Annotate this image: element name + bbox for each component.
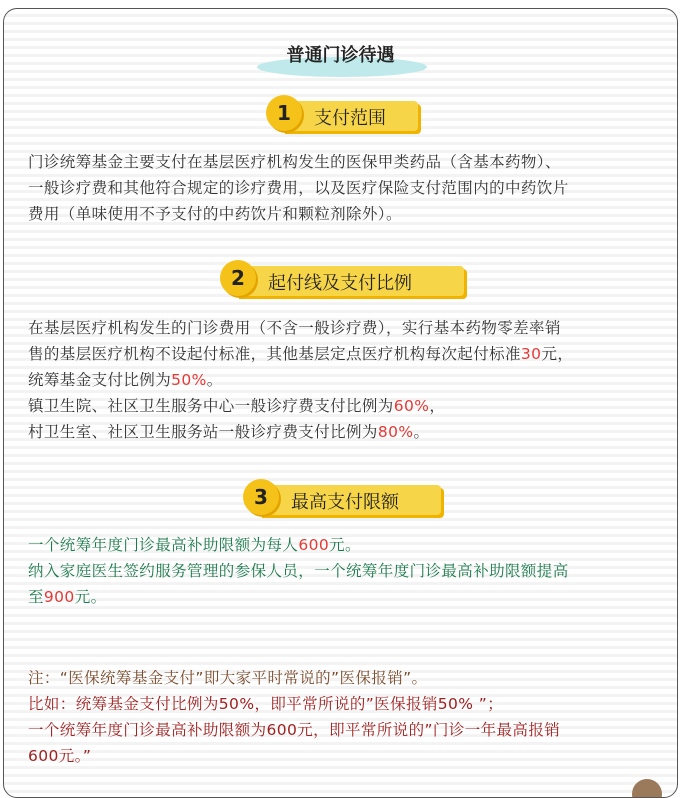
ratio-value: 50% xyxy=(171,371,207,389)
benefit-card xyxy=(3,8,678,798)
limit-value: 900 xyxy=(43,588,75,606)
note-line: 注：“医保统筹基金支付”即大家平时常说的”医保报销”。 xyxy=(28,669,428,687)
text-line: 费用（单味使用不予支付的中药饮片和颗粒剂除外）。 xyxy=(28,205,402,223)
section-3-text xyxy=(28,532,668,610)
ratio-value: 80% xyxy=(377,423,414,441)
text-line: 一般诊疗费和其他符合规定的诊疗费用，以及医疗保险支付范围内的中药饮片 xyxy=(28,179,569,197)
text-line: 一个统筹年度门诊最高补助限额为每人600元。 xyxy=(28,536,361,554)
text-line: 镇卫生院、社区卫生服务中心一般诊疗费支付比例为60%， xyxy=(28,397,446,415)
text-line: 村卫生室、社区卫生服务站一般诊疗费支付比例为80%。 xyxy=(28,423,430,441)
cartoon-figure-icon xyxy=(632,779,662,798)
title-area xyxy=(4,31,677,75)
note-line: 600元。” xyxy=(28,747,92,765)
text-line: 售的基层医疗机构不设起付标准，其他基层定点医疗机构每次起付标准30元， xyxy=(28,345,574,363)
note-block xyxy=(28,665,668,769)
section-number-badge: 1 xyxy=(266,95,302,131)
threshold-value: 30 xyxy=(520,345,542,363)
text-line: 纳入家庭医生签约服务管理的参保人员，一个统筹年度门诊最高补助限额提高 xyxy=(28,562,569,580)
section-1-text xyxy=(28,149,668,227)
text-line: 门诊统筹基金主要支付在基层医疗机构发生的医保甲类药品（含基本药物）、 xyxy=(28,153,561,171)
section-number-badge: 3 xyxy=(243,479,279,515)
note-line: 一个统筹年度门诊最高补助限额为600元，即平常所说的”门诊一年最高报销 xyxy=(28,721,561,739)
section-2-header xyxy=(220,260,470,300)
section-1-header xyxy=(266,95,426,135)
text-line: 至900元。 xyxy=(28,588,107,606)
limit-value: 600 xyxy=(298,536,330,554)
section-title: 支付范围 xyxy=(314,108,386,129)
text-line: 在基层医疗机构发生的门诊费用（不含一般诊疗费），实行基本药物零差率销 xyxy=(28,319,561,337)
section-title: 起付线及支付比例 xyxy=(268,273,412,294)
section-2-text xyxy=(28,315,668,445)
page-title: 普通门诊待遇 xyxy=(286,45,395,66)
section-number-badge: 2 xyxy=(220,260,256,296)
note-line: 比如：统筹基金支付比例为50%，即平常所说的”医保报销50% ”； xyxy=(28,695,504,713)
ratio-value: 60% xyxy=(393,397,430,415)
section-title: 最高支付限额 xyxy=(291,492,399,513)
section-3-header xyxy=(243,479,453,519)
text-line: 统筹基金支付比例为50%。 xyxy=(28,371,223,389)
